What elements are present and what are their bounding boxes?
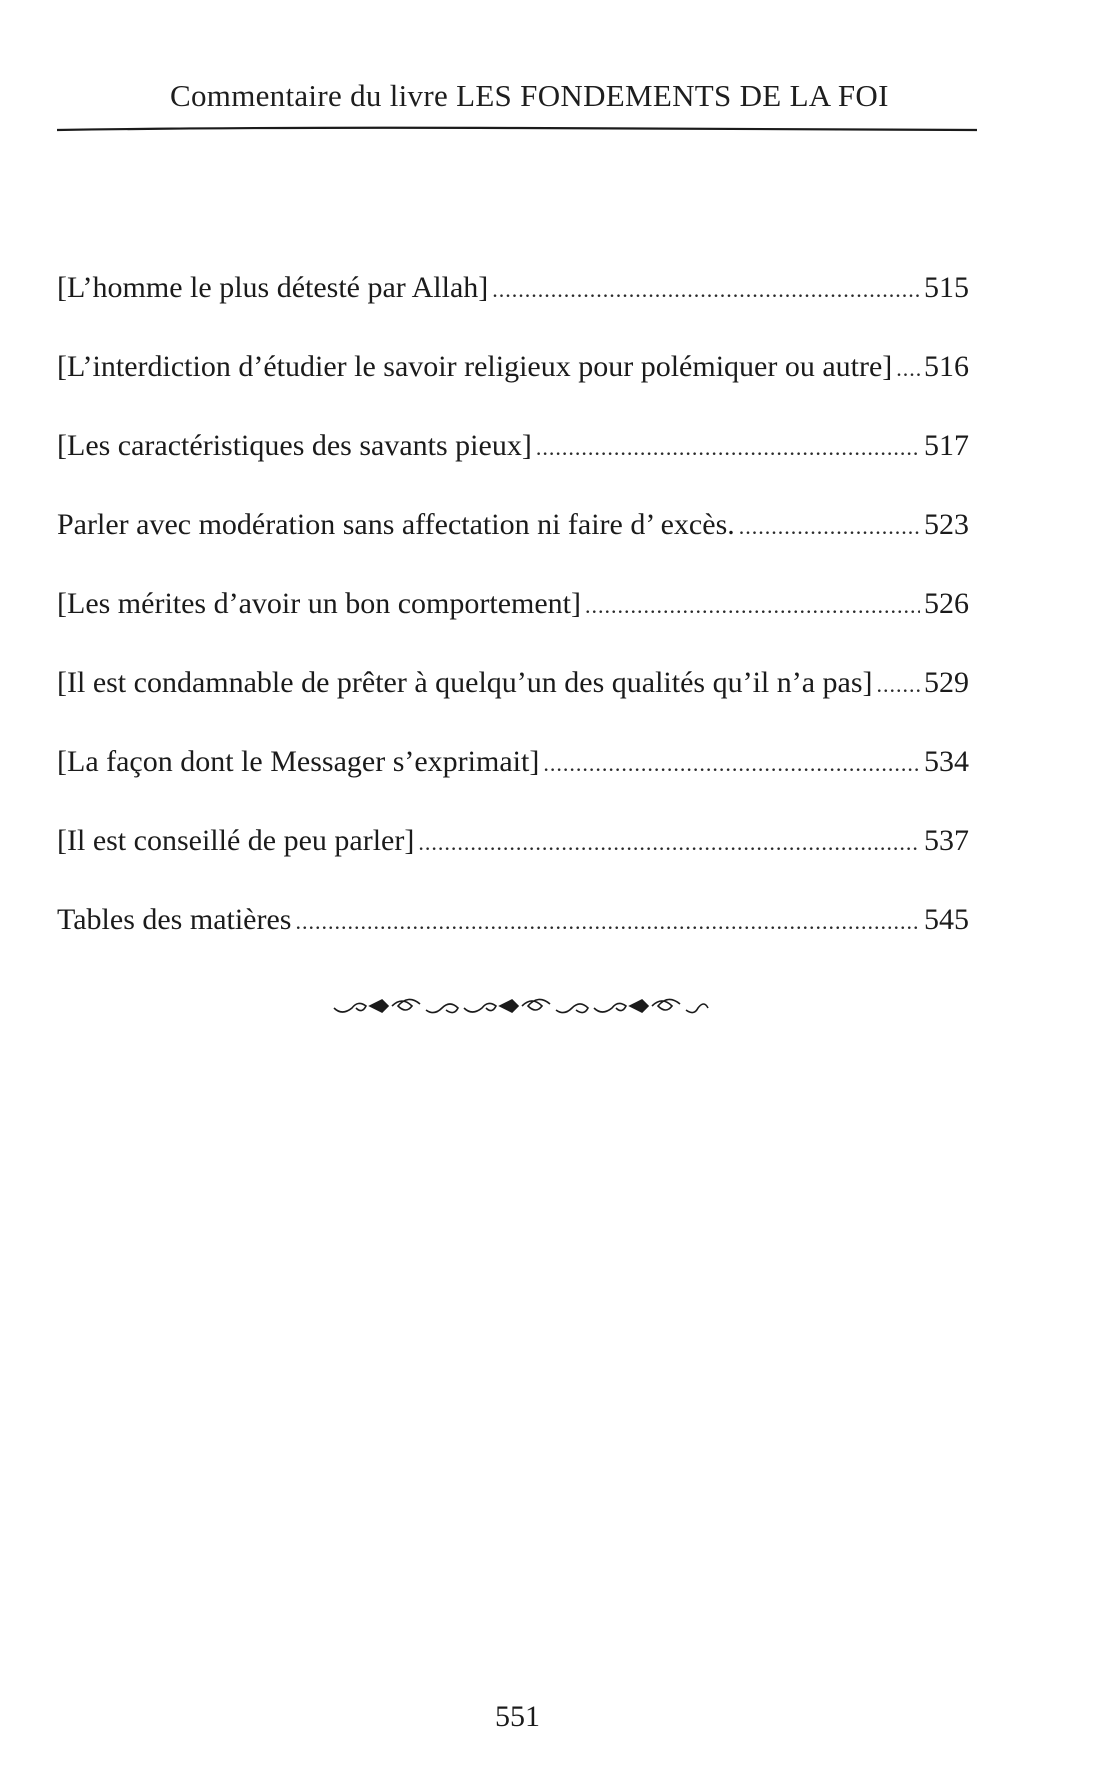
- toc-entry-page: 523: [924, 508, 969, 541]
- toc-dot-leader: [295, 902, 920, 942]
- toc-entry-title: [L’homme le plus détesté par Allah]: [57, 271, 489, 304]
- toc-entry-page: 529: [924, 666, 969, 699]
- floral-ornament-icon: [330, 990, 710, 1020]
- toc-dot-leader: [585, 586, 920, 626]
- toc-entry-page: 515: [924, 271, 969, 304]
- toc-entry-page: 516: [924, 350, 969, 383]
- running-header: Commentaire du livre LES FONDEMENTS DE LA FOI: [170, 78, 889, 113]
- toc-entry-page: 526: [924, 587, 969, 620]
- toc-entry-page: 545: [924, 903, 969, 936]
- toc-entry: [57, 347, 969, 426]
- toc-dot-leader: [418, 823, 920, 863]
- toc-entry-title: [Il est conseillé de peu parler]: [57, 824, 415, 857]
- toc-entry: [57, 426, 969, 505]
- toc-entry-title: [Les mérites d’avoir un bon comportement]: [57, 587, 582, 620]
- toc-dot-leader: [739, 507, 920, 547]
- toc-entry-title: [La façon dont le Messager s’exprimait]: [57, 745, 540, 778]
- toc-entry: [57, 900, 969, 979]
- toc-entry-page: 537: [924, 824, 969, 857]
- toc-entry-page: 534: [924, 745, 969, 778]
- page-number: 551: [495, 1700, 540, 1733]
- toc-dot-leader: [492, 270, 920, 310]
- table-of-contents: [57, 268, 969, 979]
- toc-dot-leader: [543, 744, 920, 784]
- toc-entry-title: Parler avec modération sans affectation ni faire d’ excès.: [57, 508, 735, 541]
- toc-entry-title: [Les caractéristiques des savants pieux]: [57, 429, 532, 462]
- toc-dot-leader: [896, 349, 920, 389]
- header-rule: [57, 126, 977, 134]
- toc-entry-page: 517: [924, 429, 969, 462]
- toc-dot-leader: [536, 428, 920, 468]
- toc-entry: [57, 742, 969, 821]
- toc-entry: [57, 663, 969, 742]
- toc-entry: [57, 268, 969, 347]
- toc-dot-leader: [877, 665, 920, 705]
- toc-entry: [57, 821, 969, 900]
- toc-entry: [57, 505, 969, 584]
- toc-entry-title: Tables des matières: [57, 903, 292, 936]
- toc-entry-title: [L’interdiction d’étudier le savoir religieux pour polémiquer ou autre]: [57, 350, 893, 383]
- toc-entry: [57, 584, 969, 663]
- toc-entry-title: [Il est condamnable de prêter à quelqu’un des qualités qu’il n’a pas]: [57, 666, 873, 699]
